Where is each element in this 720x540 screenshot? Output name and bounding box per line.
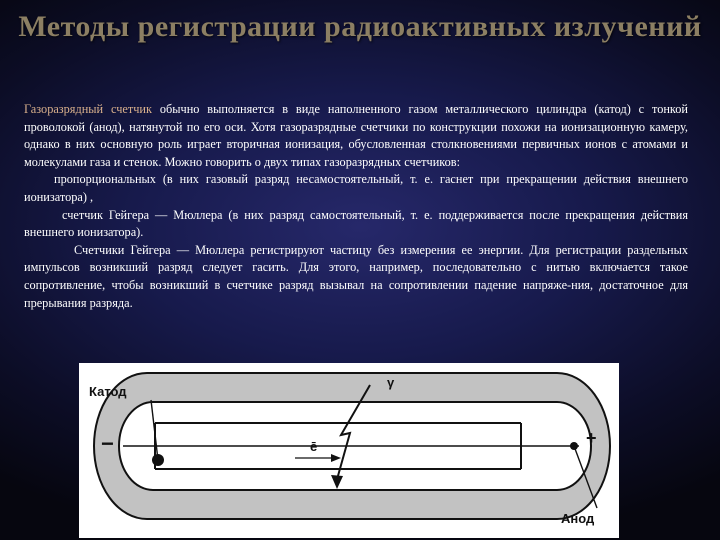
slide-title: Методы регистрации радиоактивных излучений — [18, 10, 702, 43]
anode-label: Анод — [561, 511, 595, 526]
cathode-label: Катод — [89, 384, 127, 399]
minus-sign: − — [101, 431, 114, 456]
paragraph-geiger: счетчик Гейгера — Мюллера (в них разряд самостоятельный, т. е. поддерживается после прекращения действия внешнего ионизатора). — [24, 207, 688, 240]
gamma-label: γ — [387, 375, 395, 390]
plus-sign: + — [586, 428, 597, 448]
body-text — [24, 101, 688, 312]
paragraph-intro-text: обычно выполняется в виде наполненного газом металлического цилиндра (катод) с тонкой проволокой (анод), натянутой по его оси. Хотя газоразрядные счетчики по конструкции похожи на ионизационную камеру, однако в них основную роль играет вторичная ионизация, обусловленная столкновениями первичных ионов с атомами и молекулами газа и стенок. Можно говорить о двух типах газоразрядных счетчиков: — [24, 102, 688, 169]
paragraph-intro — [24, 101, 688, 171]
electron-label: ē — [310, 439, 318, 454]
paragraph-geiger-details: Счетчики Гейгера — Мюллера регистрируют частицу без измерения ее энергии. Для регистрации раздельных импульсов возникший разряд следует гасить. Для этого, например, последовательно с нитью включается такое сопротивление, чтобы возникший в счетчике разряд вызывал на сопротивлении падение напряже-ния, достаточное для прерывания разряда. — [24, 242, 688, 310]
term-gas-discharge-counter: Газоразрядный счетчик — [24, 102, 152, 116]
paragraph-proportional: пропорциональных (в них газовый разряд несамостоятельный, т. е. гаснет при прекращении действия внешнего ионизатора) , — [24, 172, 688, 204]
geiger-counter-diagram — [79, 363, 619, 538]
